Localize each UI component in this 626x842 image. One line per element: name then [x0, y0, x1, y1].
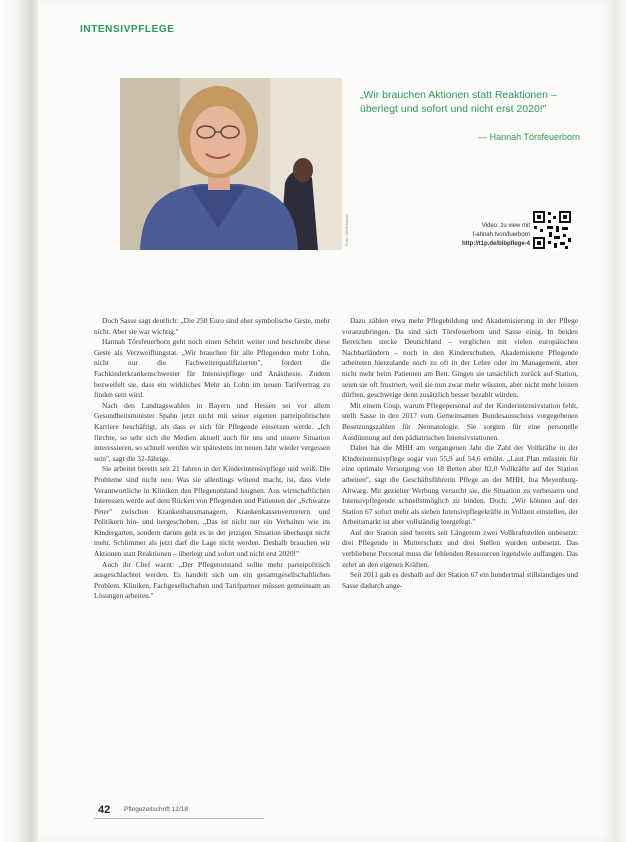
video-hint-line2: f-ahnah tvon/fuerborn: [472, 232, 530, 238]
paragraph: Dabei hat die MHH am vergangenen Jahr die Zahl der Vollkräfte in der Kinderintensivpflege sogar von 55,9 auf 54,6 erhöht. „Laut Plan müssten für eine optimale Versorgung von 18 Betten aber 82,0 Vollkräfte auf der Station arbeiten", sagt die Geschäftsführerin Pflege an der MHH, Ina Meyenburg-Altwarg. Mit gezielter Werbung versucht sie, die Situation zu verbessern und Intensivpflegende schnellstmöglich zu binden. Doch: „Wir können auf der Station 67 sofort mehr als sieben Intensivpflegekräfte in Vollzeit einstellen, der Arbeitsmarkt ist aber vollständig leergefegt.": [342, 443, 578, 527]
paragraph: Seit 2011 gab es deshalb auf der Station 67 ein hundertmal stillstandiges und Sasse dadurch ange-: [342, 570, 578, 590]
footer-divider: [94, 818, 264, 819]
page-number: 42: [98, 804, 111, 816]
scan-edge: [0, 0, 38, 842]
video-hint: [430, 222, 530, 249]
paragraph: Hannah Törsfeuerborn geht noch einen Schritt weiter und beschreibt diese Geste als Verzweiflungstat. „Wir brauchen für alle Pflegenden mehr Lohn, nicht nur die Fachweiterqualifizierten", fordert die Fachkinderkrankenschwester für Intensivpflege und Anästhesie. Zudem bezweifelt sie, dass ein wirkliches Mehr an Lohn im neuen Tarifvertrag zu finden sein wird.: [94, 337, 330, 400]
portrait-illustration: [120, 78, 342, 250]
qr-code-icon[interactable]: [532, 210, 572, 250]
photo-credit: Foto: MHH/Kaiser: [344, 214, 349, 246]
video-link[interactable]: http://t1p.de/bibpflege-4: [462, 241, 530, 247]
paragraph: Auf der Station sind bereits seit Längerem zwei Vollkraftstellen unbesetzt: drei Pflegende in Mutterschutz und drei Stellen wurden unbesetzt. Das verbliebene Personal muss die fehlenden Ressourcen irgendwie auffangen. Das zehrt an den eigenen Kräften.: [342, 527, 578, 569]
article-column-right: [342, 316, 578, 591]
paragraph: Auch ihr Chef warnt: „Der Pflegenotstand sollte mehr parteipolitisch ausgeschlachtet werden. Es handelt sich um ein gesamtgesellschaftliches Problem. Kliniken, Fachgesellschaften und Tarifpartner müssen gemeinsam an Lösungen arbeiten.": [94, 559, 330, 601]
portrait-photo: [120, 78, 342, 250]
pull-quote: „Wir brauchen Aktionen statt Reaktionen – überlegt und sofort und nicht erst 2020!": [360, 89, 557, 115]
section-label: INTENSIVPFLEGE: [80, 24, 175, 35]
paragraph: Dazu zählen etwa mehr Pflegebildung und Akademisierung in der Pflege voranzubringen. Da sind sich Törsfeuerborn und Sasse einig. In beiden Bereichen stecke Deutschland – verglichen mit vielen europäischen Nachbarländern – noch in den Kinderschuhen. Akademisierte Pflegende arbeiteten hierzulande noch zu oft in der Lehre oder im Management, aber nicht mehr beim Patienten am Bett. Gingen sie tatsächlich zurück auf Station, seien sie oft frustriert, weil sie nun zwar mehr wüssten, aber nicht mehr leisten dürften, geschweige denn zusätzlich besser bezahlt würden.: [342, 316, 578, 400]
video-hint-line1: Video: zu view mit: [481, 223, 530, 229]
paragraph: Nach den Landtagswahlen in Bayern und Hessen sei vor allem Gesundheitsminister Spahn jetzt nicht mit seiner eigenen parteipolitischen Karriere beschäftigt, als dass er sich für Pflegende einsetzen werde. „Ich fürchte, so sehr sich die Medien aktuell auch für uns und unsere Situation interessieren, so schnell werden wir spätestens im neuen Jahr wieder vergessen sein", sagt die 32-Jährige.: [94, 400, 330, 463]
page-edge: [614, 0, 626, 842]
paragraph: Mit einem Coup, warum Pflegepersonal auf der Kinderintensivstation fehlt, stellt Sasse in den 2017 vom Gemeinsamen Bundesausschuss vorgegebenen Besetzungszahlen für Neonatologie. Sie sorgten für eine personelle Ausdünnung auf den pädiatrischen Intensivstationen.: [342, 400, 578, 442]
paragraph: Sie arbeitet bereits seit 21 Jahren in der Kinderintensivpflege und weiß: Die Probleme sind nicht neu. Was sie allerdings wütend macht, ist, dass viele Verantwortliche in Kliniken den Pflegenotstand leugnen. Aus wirtschaftlichen Interessen werde auf dem Rücken von Pflegenden und Patienten der „Schwarze Peter" zwischen Krankenhausmanagern, Krankenkassenvertretern und Politikern hin- und hergeschoben. „Das ist nicht nur ein Verhalten wie im Kindergarten, sondern darum geht es in der jetzigen Situation überhaupt nicht mehr. Schlimmer als jetzt darf die Lage nicht werden. Deshalb brauchen wir Aktionen statt Reaktionen – überlegt und sofort und nicht erst 2020!": [94, 464, 330, 559]
quote-author: — Hannah Törsfeuerborn: [478, 132, 580, 142]
paragraph: Doch Sasse sagt deutlich: „Die 250 Euro sind eher symbolische Geste, mehr nicht. Aber sie war wichtig.": [94, 316, 330, 336]
article-column-left: [94, 316, 330, 602]
publication-name: Pflegezeitschrift 12/18: [124, 806, 188, 813]
